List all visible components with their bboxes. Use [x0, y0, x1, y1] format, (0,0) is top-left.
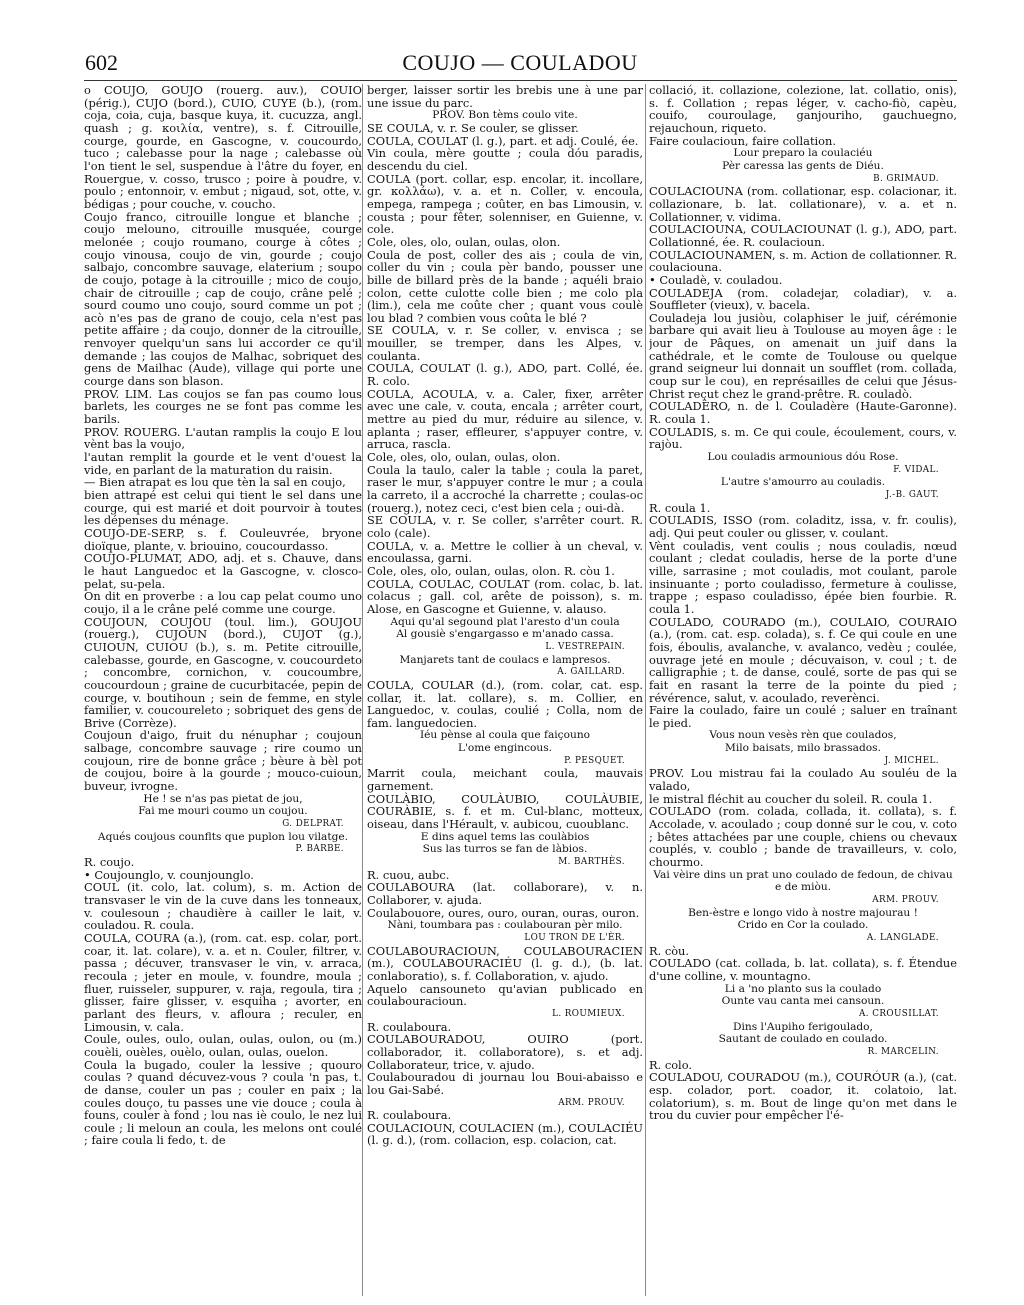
entry-paragraph: On dit en proverbe : a lou cap pelat coumo uno coujo, il a le crâne pelé comme une courge.: [84, 589, 362, 616]
entry-paragraph: Coujoun d'aigo, fruit du nénuphar ; coujoun salbage, concombre sauvage ; rire coumo un coujoun, rire de bonne grâce ; bèure à bèl pot de coujou, boire à la gourde ; mouco-cuioun, buveur, ivrogne.: [84, 728, 362, 794]
entry-paragraph: COULA, COURA (a.), (rom. cat. esp. colar, port. coar, it. lat. colare), v. a. et n. Couler, filtrer, v. passa ; décuver, transvaser le vin, v. arraca, recoula ; jeter en moule, v. foundre, moula ; fluer, ruisseler, suppurer, v. raja, regoula, tira ; glisser, faire glisser, v. esquiha ; avorter, en parlant des fleurs, v. afloura ; reculer, en Limousin, v. cala.: [84, 930, 362, 1034]
header-rule: [84, 80, 957, 81]
quotation-line: Fai me mouri coumo un coujou.: [138, 805, 308, 818]
quotation-line: Vous noun vesès rèn que coulados,: [709, 729, 897, 742]
entry-paragraph: COULA, ACOULA, v. a. Caler, fixer, arrêter avec une cale, v. couta, encala ; arrêter court, mettre au pied du mur, réduire au silence, v. aplanta ; raser, effleurer, s'appuyer contre, v. arruca, rascla.: [367, 386, 643, 452]
entry-paragraph: R. coula 1.: [649, 500, 711, 515]
entry-paragraph: COULADO (cat. collada, b. lat. collata), s. f. Étendue d'une colline, v. mountagno.: [649, 956, 957, 983]
entry-paragraph: Marrit coula, meichant coula, mauvais garnement.: [367, 766, 643, 794]
entry-paragraph: Couladeja lou jusiòu, colaphiser le juif, cérémonie barbare qui avait lieu à Toulouse au moyen âge : le jour de Pâques, on amenait un juif dans la cathédrale, et le comte de Toulouse ou quelque grand seigneur lui donnait un soufflet (rom. collada, coup sur le cou), en représailles de celui que Jésus-Christ reçut chez le grand-prêtre. R. couladò.: [649, 310, 957, 401]
quotation-line: He ! se n'as pas pietat de jou,: [143, 792, 303, 805]
entry-paragraph: Coujo franco, citrouille longue et blanche ; coujo melouno, citrouille musquée, courge melonée ; coujo roumano, courge à côtes ; coujo vinousa, coujo de vin, gourde ; coujo salbajo, concombre sauvage, elaterium ; soupo de coujo, potage à la citrouille ; mico de coujo, chair de citrouille ; cap de coujo, crâne pelé ; sourd coumo uno coujo, sourd comme un pot ; acò n'es pas de grano de coujo, cela n'est pas petite affaire ; da coujo, donner de la citrouille, renvoyer quelqu'un sans lui accorder ce qu'il demande ; las coujos de Malhac, sobriquet des gens de Mailhac (Aude), village qui porte une courge dans son blason.: [84, 209, 362, 389]
quote-attribution: J.-B. GAUT.: [885, 490, 939, 500]
quote-attribution: J. MICHEL.: [884, 755, 939, 766]
quotation-line: Dins l'Aupiho ferigoulado,: [733, 1020, 873, 1033]
quote-attribution: A. CROUSILLAT.: [859, 1008, 939, 1019]
entry-paragraph: COULADEJA (rom. coladejar, coladiar), v. a. Souffleter (vieux), v. bacela.: [649, 285, 957, 313]
quote-attribution: ARM. PROUV.: [558, 1097, 625, 1108]
entry-paragraph: PROV. Lou mistrau fai la coulado Au souléu de la valado,: [649, 766, 957, 794]
page-title: COUJO — COULADOU: [402, 50, 638, 75]
quote-attribution: P. PESQUET.: [564, 755, 625, 766]
entry-paragraph: SE COULA, v. r. Se coller, v. envisca ; se mouiller, se tremper, dans les Alpes, v. coulanta.: [367, 323, 643, 363]
entry-paragraph: Vin coula, mère goutte ; coula dóu paradis, descendu du ciel.: [367, 146, 643, 173]
entry-paragraph: COUJOUN, COUJOU (toul. lim.), GOUJOU (rouerg.), CUJOUN (bord.), CUJOT (g.), CUIOUN, CUIOU (b.), s. m. Petite citrouille, calebasse, gourde, en Gascogne, v. coucourdeto ; concombre, cornichon, v. coucoumbre, coucourdoun ; graine de cucurbitacée, pepin de courge, v. boutihoun ; sein de femme, en style familier, v. coucoureleto ; sobriquet des gens de Brive (Corrèze).: [84, 614, 362, 730]
entry-paragraph: COULADO, COURADO (m.), COULAIO, COURAIO (a.), (rom. cat. esp. colada), s. f. Ce qui coule en une fois, éboulis, avalanche, v. avalanco, vedèu ; coulée, ouvrage jeté en moule ; décuvaison, v. coul ; t. de calligraphie ; t. de danse, coulé, sorte de pas qui se fait en rasant la terre de la pointe du pied ; révérence, salut, v. acoulado, reverènci.: [649, 614, 957, 705]
entry-paragraph: COUL (it. colo, lat. colum), s. m. Action de transvaser le vin de la cuve dans les tonneaux, v. coulesoun ; chaudière à cailler le lait, v. couladou. R. coula.: [84, 880, 362, 933]
quote-attribution: G. DELPRAT.: [282, 819, 344, 830]
entry-paragraph: le mistral fléchit au coucher du soleil. R. coula 1.: [649, 791, 933, 806]
quotation-line: Lour preparo la coulaciéu: [733, 147, 873, 160]
entry-paragraph: R. cuou, aubc.: [367, 867, 450, 882]
quote-attribution: LOU TRON DE L'ÈR.: [524, 932, 625, 943]
quotation-line: Sus las turros se fan de làbios.: [422, 843, 588, 856]
quotation-line: Li a 'no planto sus la coulado: [724, 982, 882, 995]
entry-paragraph: collació, it. collazione, colezione, lat. collatio, onis), s. f. Collation ; repas léger, v. cacho-fiò, capèu, couifo, couroulage, ganjouriho, gauchuegno, rejauchoun, riqueto.: [649, 84, 957, 135]
page-number: 602: [85, 50, 118, 75]
quotation-line: Aqués coujous counflts que puplon lou vilatge.: [97, 830, 349, 843]
quote-attribution: R. MARCELIN.: [867, 1046, 939, 1057]
quotation-line: Crido en Cor la coulado.: [737, 919, 869, 932]
entry-paragraph: o COUJO, GOUJO (rouerg. auv.), COUIO (périg.), CUJO (bord.), CUIO, CUYE (b.), (rom. coja, coia, cuja, basque kuya, it. cucuzza, angl. quash ; g. κοιλία, ventre), s. f. Citrouille, courge, gourde, en Gascogne, v. coucourdo, tuco ; calebasse pour la nage ; calebasse où l'on tient le sel, suspendue à l'âtre du foyer, en Rouergue, v. cosso, trusco ; poire à poudre, v. poulo ; entonnoir, v. embut ; nigaud, sot, otte, v. bédigas ; pour couche, v. coucho.: [84, 84, 362, 211]
quotation-line: Lou couladis armounious dóu Rose.: [707, 451, 899, 464]
entry-paragraph: R. colo.: [649, 1057, 692, 1072]
entry-paragraph: COULACIOUN, COULACIEN (m.), COULACIÉU (l. g. d.), (rom. collacion, esp. colacion, cat.: [367, 1120, 643, 1148]
entry-paragraph: R. coulaboura.: [367, 1019, 452, 1034]
entry-paragraph: Faire coulacioun, faire collation.: [649, 133, 836, 148]
entry-paragraph: Coulabouradou di journau lou Boui-abaisso e lou Gai-Sabé.: [367, 1070, 643, 1097]
entry-paragraph: • Couladè, v. couladou.: [649, 272, 783, 287]
entry-paragraph: SE COULA, v. r. Se coller, s'arrêter court. R. colo (cale).: [367, 513, 643, 540]
entry-paragraph: COULACIOUNA (rom. collationar, esp. colacionar, it. collazionare, b. lat. collationare), v. a. et n. Collationner, v. vidima.: [649, 184, 957, 224]
quote-attribution: A. GAILLARD.: [557, 667, 625, 678]
entry-paragraph: SE COULA, v. r. Se couler, se glisser.: [367, 120, 579, 135]
quotation-line: Nàni, toumbara pas : coulabouran pèr milo.: [387, 919, 623, 932]
entry-paragraph: COULABOURADOU, OUIRO (port. collaborador, it. collaboratore), s. et adj. Collaborateur, trice, v. ajudo.: [367, 1032, 643, 1072]
column-rule: [362, 84, 363, 1296]
entry-paragraph: Cole, oles, olo, oulan, oulas, olon. R. còu 1.: [367, 563, 615, 578]
text-column-1: [84, 84, 362, 1296]
quote-attribution: L. VESTREPAIN.: [545, 641, 625, 652]
entry-paragraph: l'autan remplit la gourde et le vent d'ouest la vide, en parlant de la maturation du raisin.: [84, 450, 362, 477]
entry-paragraph: COULABOURACIOUN, COULABOURACIEN (m.), COULABOURACIÉU (l. g. d.), (b. lat. conlaboratio), s. f. Collaboration, v. ajudo.: [367, 943, 643, 983]
quote-attribution: M. BARTHÈS.: [558, 857, 625, 868]
entry-paragraph: COULA (port. collar, esp. encolar, it. incollare, gr. κολλάω), v. a. et n. Coller, v. encoula, empega, rampega ; coûter, en bas Limousin, v. cousta ; pour fêter, solenniser, en Guienne, v. cole.: [367, 171, 643, 237]
text-column-3: [649, 84, 957, 1296]
entry-paragraph: berger, laisser sortir les brebis une à une par une issue du parc.: [367, 84, 643, 110]
quotation-line: Al gousiè s'engargasso e m'anado cassa.: [396, 628, 614, 641]
quote-attribution: ARM. PROUV.: [872, 895, 939, 905]
quotation-line: Milo baisats, milo brassados.: [725, 742, 881, 755]
entry-paragraph: COULADO (rom. colada, collada, it. collata), s. f. Accolade, v. acoulado ; coup donné sur le cou, v. coto ; bêtes attachées par une couple, chiens ou chevaux couplés, v. coublo ; bande de travailleurs, v. colo, chourmo.: [649, 804, 957, 870]
column-rule: [645, 84, 646, 1296]
quotation-line: Pèr caressa las gents de Diéu.: [722, 159, 884, 172]
entry-paragraph: COULA, COULAR (d.), (rom. colar, cat. esp. collar, it. lat. collare), s. m. Collier, en Languedoc, v. coulas, coulié ; Colla, nom de fam. languedocien.: [367, 677, 643, 730]
entry-paragraph: Coula de post, coller des ais ; coula de vin, coller du vin ; coula pèr bando, pousser une bille de billard près de la bande ; aquéli braio colon, cette culotte colle bien ; me colo pla (lim.), cela me coûte cher ; quant vous coulè lou blad ? combien vous coûta le blé ?: [367, 247, 643, 325]
entry-paragraph: Cole, oles, olo, oulan, oulas, olon.: [367, 234, 561, 249]
quotation-line: Vai vèire dins un prat uno coulado de fedoun, de chivau e de miòu.: [653, 868, 953, 894]
quotation-line: PROV. Bon tèms coulo vite.: [432, 109, 578, 122]
quote-attribution: P. BARBE.: [295, 844, 344, 855]
quotation-line: E dins aquel tems las coulàbios: [420, 830, 590, 843]
entry-paragraph: PROV. ROUERG. L'autan ramplis la coujo E lou vènt bas la voujo,: [84, 424, 362, 452]
quote-attribution: F. VIDAL.: [893, 464, 939, 475]
entry-paragraph: Aquelo cansouneto qu'avian publicado en coulabouracioun.: [367, 981, 643, 1009]
entry-paragraph: Coula la bugado, couler la lessive ; quouro coulas ? quand décuvez-vous ? coula 'n pas, t. de danse, couler un pas ; couler en paix ; la coules douço, tu passes une vie douce ; coula à founs, couler à fond ; lou nas iè coulo, le nez lui coule ; li meloun an coula, les melons ont coulé ; faire coula li fedo, t. de: [84, 1057, 362, 1148]
entry-paragraph: R. coujo.: [84, 855, 135, 870]
quotation-line: Ben-èstre e longo vido à nostre majourau !: [688, 906, 918, 919]
quotation-line: Ounte vau canta mei cansoun.: [721, 995, 885, 1008]
entry-paragraph: COULADIS, s. m. Ce qui coule, écoulement, cours, v. rajòu.: [649, 424, 957, 452]
entry-paragraph: Faire la coulado, faire un coulé ; saluer en traînant le pied.: [649, 703, 957, 730]
entry-paragraph: • Coujounglo, v. counjounglo.: [84, 867, 254, 882]
quotation-line: Aqui qu'al segound plat l'aresto d'un coula: [390, 615, 620, 628]
entry-paragraph: COULACIOUNAMEN, s. m. Action de collationner. R. coulaciouna.: [649, 247, 957, 275]
entry-paragraph: Vènt couladis, vent coulis ; nous couladis, nœud coulant ; cledat couladis, herse de la porte d'une ville, sarrasine ; mot couladis, mot coulant, parole insinuante ; porto couladisso, fermeture à coulisse, trappe ; espaso couladisso, épée bien fourbie. R. coula 1.: [649, 538, 957, 616]
quotation-line: L'ome engincous.: [457, 742, 553, 755]
entry-paragraph: Cole, oles, olo, oulan, oulas, olon.: [367, 450, 561, 465]
quote-attribution: B. GRIMAUD.: [873, 173, 939, 184]
entry-paragraph: COULA, COULAC, COULAT (rom. colac, b. lat. colacus ; gall. col, arête de poisson), s. m. Alose, en Gascogne et Guienne, v. alauso.: [367, 576, 643, 616]
entry-paragraph: R. còu.: [649, 943, 690, 958]
entry-paragraph: R. coulaboura.: [367, 1108, 452, 1123]
page-header: [85, 44, 955, 84]
entry-paragraph: — Bien atrapat es lou que tèn la sal en coujo,: [84, 475, 346, 490]
quote-attribution: A. LANGLADE.: [866, 932, 939, 943]
entry-paragraph: Coula la taulo, caler la table ; coula la paret, raser le mur, s'appuyer contre le mur ; a coula la carreto, il a accroché la charrette ; coulas-oc (rouerg.), notez ceci, c'est bien cela ; oui-dà.: [367, 462, 643, 515]
entry-paragraph: PROV. LIM. Las coujos se fan pas coumo lous barlets, les courges ne se font pas comme les barils.: [84, 386, 362, 427]
entry-paragraph: COULA, COULAT (l. g.), part. et adj. Coulé, ée.: [367, 133, 639, 148]
entry-paragraph: Coule, oules, oulo, oulan, oulas, oulon, ou (m.) couèli, ouèles, ouèlo, oulan, oulas, ouelon.: [84, 1032, 362, 1059]
entry-paragraph: COUJO-PLUMAT, ADO, adj. et s. Chauve, dans le haut Languedoc et la Gascogne, v. closco-pelat, su-pela.: [84, 551, 362, 591]
quotation-line: Iéu pènse al coula que faiçouno: [419, 729, 591, 742]
entry-paragraph: COULACIOUNA, COULACIOUNAT (l. g.), ADO, part. Collationné, ée. R. coulacioun.: [649, 222, 957, 249]
entry-paragraph: COULADOU, COURADOU (m.), COURÓUR (a.), (cat. esp. colador, port. coador, it. colatoio, lat. colatorium), s. m. Bout de linge qu'on met dans le trou du cuvier pour empêcher l'é-: [649, 1070, 957, 1123]
quotation-line: L'autre s'amourro au couladis.: [720, 476, 886, 489]
entry-paragraph: COULA, v. a. Mettre le collier à un cheval, v. encoulassa, garni.: [367, 538, 643, 566]
quote-attribution: L. ROUMIEUX.: [552, 1008, 625, 1019]
entry-paragraph: COULADIS, ISSO (rom. coladitz, issa, v. fr. coulis), adj. Qui peut couler ou glisser, v. coulant.: [649, 513, 957, 540]
entry-paragraph: COULADÈRO, n. de l. Couladère (Haute-Garonne). R. coula 1.: [649, 399, 957, 427]
entry-paragraph: COULA, COULAT (l. g.), ADO, part. Collé, ée. R. colo.: [367, 361, 643, 389]
quotation-line: Sautant de coulado en coulado.: [718, 1033, 888, 1046]
entry-paragraph: Coulabouore, oures, ouro, ouran, ouras, ouron.: [367, 905, 640, 920]
entry-paragraph: bien attrapé est celui qui tient le sel dans une courge, qui est marié et doit pourvoir à toutes les dépenses du ménage.: [84, 488, 362, 528]
quotation-line: Manjarets tant de coulacs e lampresos.: [399, 653, 611, 666]
text-column-2: [367, 84, 643, 1296]
entry-paragraph: COUJO-DE-SERP, s. f. Couleuvrée, bryone dioïque, plante, v. briouino, coucourdasso.: [84, 525, 362, 553]
entry-paragraph: COULÀBIO, COULÀUBIO, COULÀUBIE, COURÀBIE, s. f. et m. Cul-blanc, motteux, oiseau, dans l'Hérault, v. aubicou, cuoublanc.: [367, 791, 643, 832]
entry-paragraph: COULABOURA (lat. collaborare), v. n. Collaborer, v. ajuda.: [367, 880, 643, 907]
